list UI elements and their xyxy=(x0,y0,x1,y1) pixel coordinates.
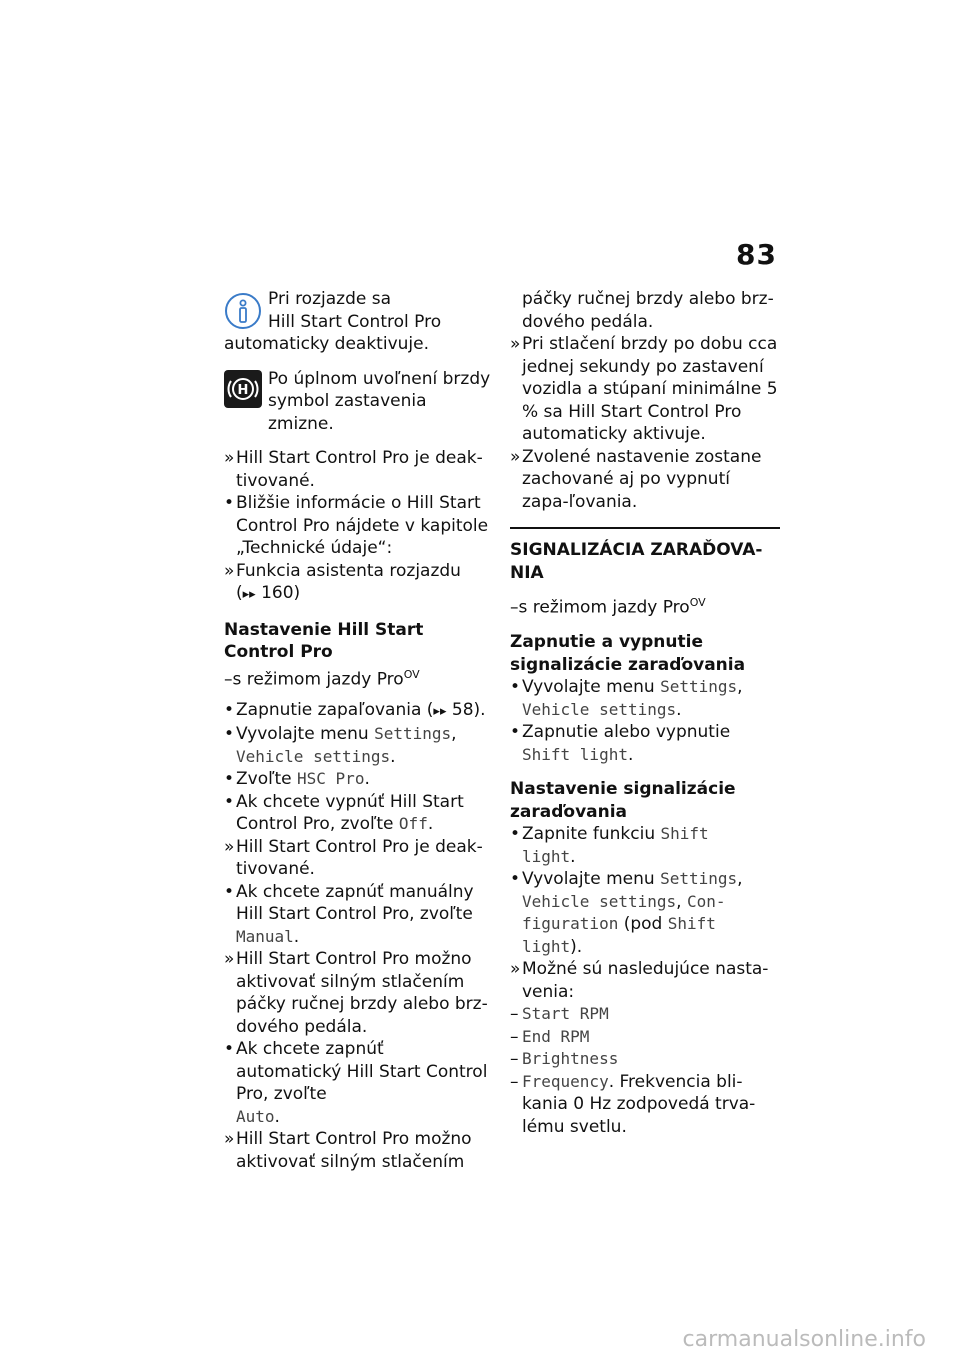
info-icon xyxy=(224,292,262,330)
condition-line: –s režimom jazdy Pro$^{OV}$ xyxy=(224,667,420,690)
list-item: • Vyvolajte menu Settings, Vehicle settings. xyxy=(510,677,743,720)
list-item: » Hill Start Control Pro možno aktivovať silným stlačením xyxy=(224,1129,472,1172)
page-ref-arrow-icon: ▸▸ xyxy=(242,587,256,602)
note1-line2: Hill Start Control Pro xyxy=(268,311,442,332)
page-ref-link[interactable]: 58). xyxy=(451,699,486,720)
section-heading: Nastavenie Hill Start Control Pro xyxy=(224,619,424,662)
list-item: • Ak chcete zapnúť automatický Hill Start Control Pro, zvoľte Auto. xyxy=(224,1039,488,1127)
note2-line2: symbol zastavenia zmizne. xyxy=(268,391,427,434)
option-item: – Frequency. Frekvencia bli-kania 0 Hz zodpovedá trva-lému svetlu. xyxy=(510,1071,756,1137)
section-heading: Zapnutie a vypnutie signalizácie zaraďovania xyxy=(510,632,746,675)
svg-text:H: H xyxy=(237,382,249,398)
list-item: » Hill Start Control Pro je deak-tivované. xyxy=(224,448,483,491)
right-column xyxy=(510,288,780,1138)
option-item: – End RPM xyxy=(510,1026,590,1047)
page-ref-arrow-icon: ▸▸ xyxy=(433,703,447,719)
option-item: – Brightness xyxy=(510,1049,619,1070)
list-item-continued: páčky ručnej brzdy alebo brz-dového pedála. xyxy=(522,289,774,332)
chapter-heading: SIGNALIZÁCIA ZARAĎOVA-NIA xyxy=(510,527,780,584)
option-item: – Start RPM xyxy=(510,1004,609,1025)
note1-line3: automaticky deaktivuje. xyxy=(224,334,429,354)
section-heading: Nastavenie signalizácie zaraďovania xyxy=(510,779,736,822)
hill-hold-symbol-icon xyxy=(224,370,262,408)
page-ref-link[interactable]: 160) xyxy=(261,583,301,603)
condition-line: –s režimom jazdy Pro$^{OV}$ xyxy=(510,596,706,618)
list-item: • Ak chcete vypnúť Hill Start Control Pro, zvoľte Off. xyxy=(224,791,464,835)
note1-line1: Pri rozjazde sa xyxy=(268,289,392,309)
list-item: » Hill Start Control Pro možno aktivovať silným stlačením páčky ručnej brzdy alebo brz-dového pedála. xyxy=(224,949,488,1037)
info-note xyxy=(224,288,494,356)
list-item: » Zvolené nastavenie zostane zachované aj po vypnutí zapa-ľovania. xyxy=(510,446,762,512)
list-item: » Funkcia asistenta rozjazdu (▸▸ 160) xyxy=(224,560,461,603)
list-item: • Vyvolajte menu Settings, Vehicle settings, Con- figuration (pod Shift light). xyxy=(510,869,743,957)
watermark: carmanualsonline.info xyxy=(682,1327,926,1352)
list-item: • Ak chcete zapnúť manuálny Hill Start Control Pro, zvoľte Manual. xyxy=(224,881,474,947)
list-item: • Zapnutie zapaľovania (▸▸ 58). xyxy=(224,699,486,720)
list-item: • Bližšie informácie o Hill Start Control Pro nájdete v kapitole „Technické údaje“: xyxy=(224,493,489,558)
list-item: • Zapnutie alebo vypnutie Shift light. xyxy=(510,722,731,765)
list-item: • Zapnite funkciu Shift light. xyxy=(510,824,709,867)
note2-line1: Po úplnom uvoľnení brzdy xyxy=(268,368,491,389)
brake-note xyxy=(224,368,494,436)
list-item: » Možné sú nasledujúce nasta-venia: xyxy=(510,959,769,1002)
list-item: » Pri stlačení brzdy po dobu cca jednej sekundy po zastavení vozidla a stúpaní minimálne 5 % sa Hill Start Control Pro automaticky aktivuje. xyxy=(510,334,778,444)
left-column xyxy=(224,288,494,1173)
list-item: • Zvoľte HSC Pro. xyxy=(224,769,370,790)
list-item: • Vyvolajte menu Settings, Vehicle settings. xyxy=(224,724,457,767)
list-item: » Hill Start Control Pro je deak-tivované. xyxy=(224,836,483,880)
page-number: 83 xyxy=(736,238,777,271)
